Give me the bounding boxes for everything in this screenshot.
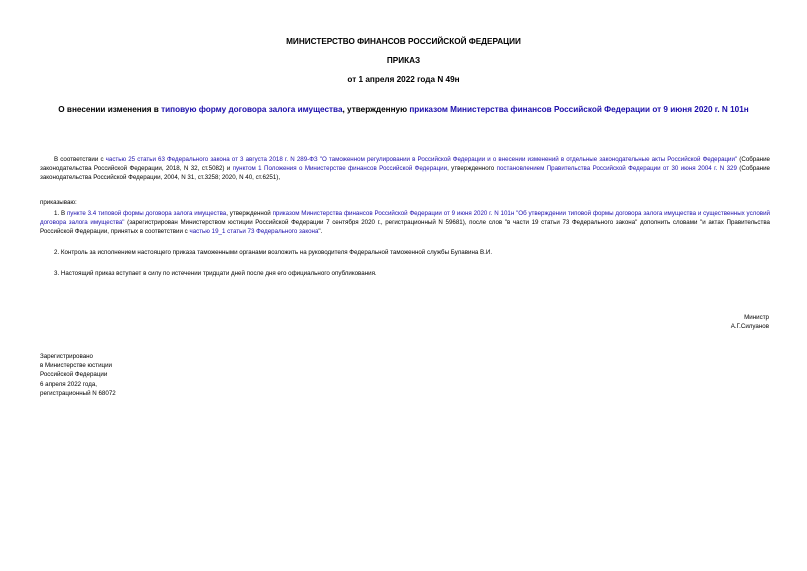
- title-text-2: , утвержденную: [342, 105, 410, 114]
- preamble-text-3: , утвержденного: [447, 165, 497, 172]
- order-word: приказываю:: [40, 199, 77, 206]
- document-title: [36, 104, 771, 115]
- registration-line-5: регистрационный N 68072: [40, 389, 116, 397]
- registration-line-4: 6 апреля 2022 года,: [40, 380, 97, 388]
- signature-name: А.Г.Силуанов: [730, 323, 769, 330]
- preamble-link-law[interactable]: частью 25 статьи 63 Федерального закона от 3 августа 2018 г. N 289-ФЗ "О таможенном регулировании в Российской Федерации и о внесении изменений в отдельные законодательные акты Российской Федерации": [105, 156, 738, 163]
- order-item-1: [40, 209, 770, 236]
- item1-text-2: , утвержденной: [226, 210, 273, 217]
- registration-line-2: в Министерстве юстиции: [40, 362, 113, 370]
- preamble-link-resolution[interactable]: постановлением Правительства Российской Федерации от 30 июня 2004 г. N 329: [496, 165, 737, 172]
- title-text-1: О внесении изменения в: [58, 105, 162, 114]
- registration-line-3: Российской Федерации: [40, 371, 108, 379]
- preamble-text-2: (Собрание законодательства Российской Федерации, 2018, N 32, ст.5082) и: [40, 156, 770, 172]
- ministry-heading: МИНИСТЕРСТВО ФИНАНСОВ РОССИЙСКОЙ ФЕДЕРАЦИИ: [286, 37, 521, 46]
- registration-line-1: Зарегистрировано: [40, 353, 93, 360]
- preamble-paragraph: [40, 155, 770, 182]
- preamble-link-regulation[interactable]: пунктом 1 Положения о Министерстве финансов Российской Федерации: [232, 165, 448, 172]
- order-item-3: 3. Настоящий приказ вступает в силу по истечении тридцати дней после дня его официального опубликования.: [54, 270, 377, 277]
- item1-text-4: ".: [318, 228, 323, 235]
- item1-link-clause[interactable]: пункте 3.4 типовой формы договора залога имущества: [66, 210, 227, 217]
- preamble-text-4: (Собрание законодательства Российской Федерации, 2004, N 31, ст.3258; 2020, N 40, ст.6251),: [40, 165, 771, 181]
- item1-text-1: 1. В: [54, 210, 67, 217]
- doc-date-number: от 1 апреля 2022 года N 49н: [347, 75, 460, 84]
- signature-position: Министр: [744, 314, 769, 321]
- item1-link-article[interactable]: частью 19_1 статьи 73 Федерального закона: [189, 228, 319, 235]
- item1-link-order[interactable]: приказом Министерства финансов Российской Федерации от 9 июня 2020 г. N 101н "Об утверждении типовой формы договора залога имущества и существенных условий договора залога имущества": [40, 210, 771, 226]
- title-link-form[interactable]: типовую форму договора залога имущества: [161, 105, 343, 114]
- item1-text-3: (зарегистрирован Министерством юстиции Российской Федерации 7 сентября 2020 г., регистрационный N 59681), после слов "в части 19 статьи 73 Федерального закона" дополнить словами "и актах Правительства Российской Федерации, принятых в соответствии с: [40, 219, 770, 235]
- preamble-text-1: В соответствии с: [54, 156, 106, 163]
- title-link-order[interactable]: приказом Министерства финансов Российской Федерации от 9 июня 2020 г. N 101н: [409, 105, 749, 114]
- doc-type-heading: ПРИКАЗ: [386, 56, 421, 65]
- order-item-2: 2. Контроль за исполнением настоящего приказа таможенными органами возложить на руководителя Федеральной таможенной службы Булавина В.И.: [54, 249, 493, 256]
- registration-block: [40, 352, 290, 398]
